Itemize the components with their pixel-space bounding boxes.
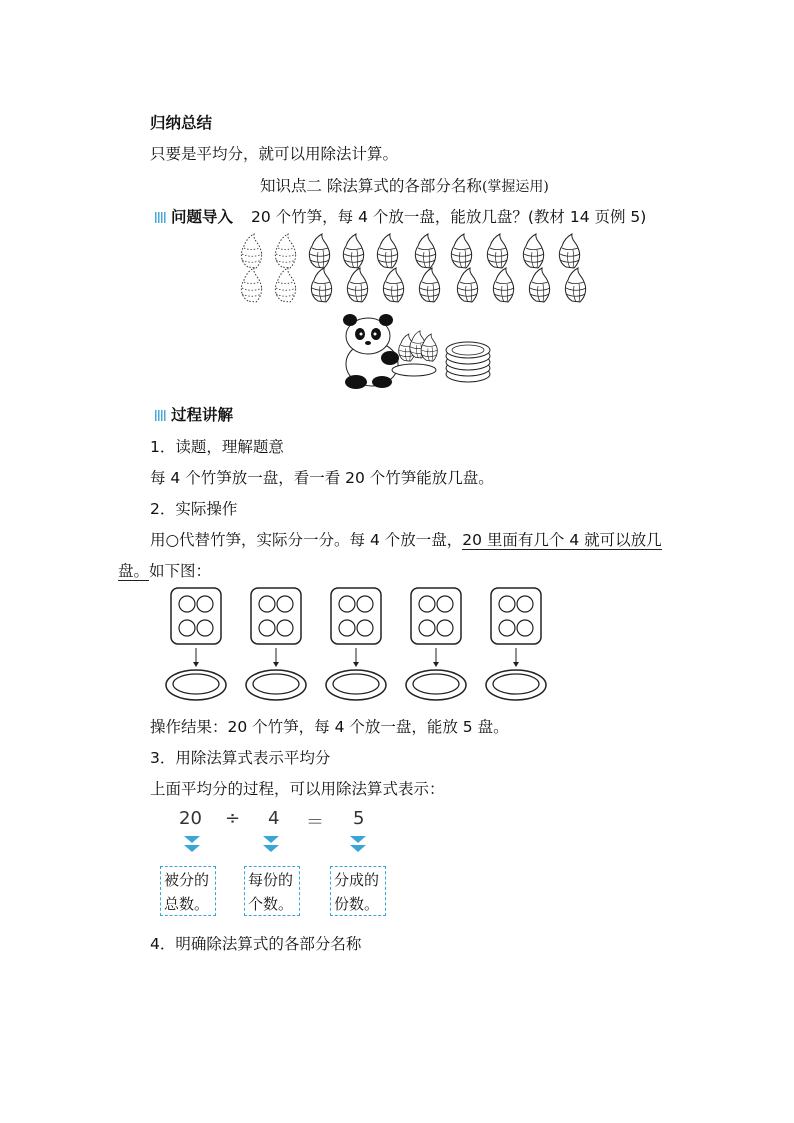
problem-label: 问题导入 (171, 208, 234, 226)
step1-title: 1．读题，理解题意 (150, 438, 284, 456)
section-marker-icon (155, 212, 166, 223)
section-title-main: 知识点二 除法算式的各部分名称 (260, 177, 482, 195)
divisor-label-box: 每份的个数。 (244, 866, 300, 916)
step2-text-d: 如下图： (149, 562, 212, 580)
section-marker-icon (155, 410, 166, 421)
bamboo-row-bottom (241, 268, 586, 302)
summary-heading: 归纳总结 (150, 114, 213, 132)
group-2 (246, 588, 306, 700)
step3-text: 上面平均分的过程，可以用除法算式表示： (150, 780, 445, 798)
group-1 (166, 588, 226, 700)
step2-text-line1 (150, 528, 662, 550)
arrow-down-icon (263, 836, 279, 852)
bamboo-shoots-illustration (232, 230, 592, 306)
step2-text-a: 用○代替竹笋，实际分一分。每 4 个放一盘， (150, 531, 463, 549)
problem-text: 20 个竹笋，每 4 个放一盘，能放几盘？(教材 14 页例 5) (251, 208, 647, 226)
step4-title: 4．明确除法算式的各部分名称 (150, 935, 362, 953)
step1-text: 每 4 个竹笋放一盘，看一看 20 个竹笋能放几盘。 (150, 469, 494, 487)
equation-arrows (180, 834, 370, 860)
equation-equals-sign: ＝ (306, 812, 324, 833)
process-label: 过程讲解 (171, 406, 234, 424)
panda-illustration (336, 312, 492, 392)
step3-title: 3．用除法算式表示平均分 (150, 749, 331, 767)
quotient-label-box: 分成的份数。 (330, 866, 386, 916)
equation-quotient: 5 (353, 808, 365, 829)
problem-line (155, 205, 646, 227)
section-title (260, 174, 549, 196)
step2-text-underlined-end: 盘。 (118, 562, 150, 580)
summary-text: 只要是平均分，就可以用除法计算。 (150, 145, 399, 163)
group-5 (486, 588, 546, 700)
equation-dividend: 20 (179, 808, 202, 829)
process-heading (155, 403, 233, 425)
grouping-diagram (160, 586, 555, 706)
equation-division-sign: ÷ (225, 808, 241, 829)
step2-text-line2 (118, 559, 211, 581)
step2-text-underlined: 20 里面有几个 4 就可以放几 (462, 531, 662, 549)
arrow-down-icon (184, 836, 200, 852)
group-3 (326, 588, 386, 700)
arrow-down-icon (350, 836, 366, 852)
section-title-note: (掌握运用) (481, 179, 549, 195)
step2-title: 2．实际操作 (150, 500, 238, 518)
plate-stack (446, 342, 490, 382)
group-4 (406, 588, 466, 700)
dividend-label-box: 被分的总数。 (160, 866, 216, 916)
bamboo-row-top (241, 234, 580, 268)
operation-result: 操作结果：20 个竹笋，每 4 个放一盘，能放 5 盘。 (150, 718, 509, 736)
equation-divisor: 4 (268, 808, 280, 829)
